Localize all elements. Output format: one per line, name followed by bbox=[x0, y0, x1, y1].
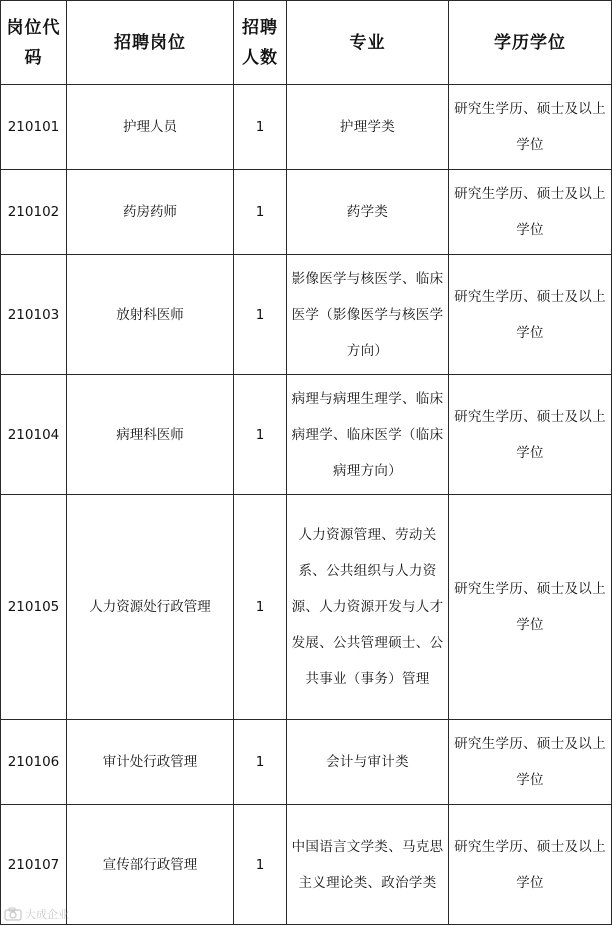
count-cell: 1 bbox=[234, 495, 287, 720]
watermark-text: 大成企业 bbox=[25, 908, 69, 921]
table-row bbox=[1, 495, 612, 720]
header-degree: 学历学位 bbox=[449, 1, 612, 85]
major-cell: 中国语言文学类、马克思主义理论类、政治学类 bbox=[287, 805, 449, 925]
header-row bbox=[1, 1, 612, 85]
code-cell: 210106 bbox=[1, 720, 67, 805]
count-cell: 1 bbox=[234, 375, 287, 495]
degree-cell: 研究生学历、硕士及以上学位 bbox=[449, 85, 612, 170]
degree-cell: 研究生学历、硕士及以上学位 bbox=[449, 495, 612, 720]
count-cell: 1 bbox=[234, 170, 287, 255]
position-cell: 病理科医师 bbox=[67, 375, 234, 495]
degree-cell: 研究生学历、硕士及以上学位 bbox=[449, 375, 612, 495]
degree-cell: 研究生学历、硕士及以上学位 bbox=[449, 720, 612, 805]
table-row bbox=[1, 720, 612, 805]
code-cell: 210103 bbox=[1, 255, 67, 375]
header-major: 专业 bbox=[287, 1, 449, 85]
position-cell: 放射科医师 bbox=[67, 255, 234, 375]
header-count: 招聘人数 bbox=[234, 1, 287, 85]
table-row bbox=[1, 255, 612, 375]
degree-cell: 研究生学历、硕士及以上学位 bbox=[449, 255, 612, 375]
degree-cell: 研究生学历、硕士及以上学位 bbox=[449, 170, 612, 255]
major-cell: 病理与病理生理学、临床病理学、临床医学（临床病理方向） bbox=[287, 375, 449, 495]
major-cell: 影像医学与核医学、临床医学（影像医学与核医学方向） bbox=[287, 255, 449, 375]
watermark bbox=[4, 906, 69, 922]
code-cell: 210107 bbox=[1, 805, 67, 925]
count-cell: 1 bbox=[234, 805, 287, 925]
table-row bbox=[1, 805, 612, 925]
major-cell: 护理学类 bbox=[287, 85, 449, 170]
position-cell: 人力资源处行政管理 bbox=[67, 495, 234, 720]
code-cell: 210105 bbox=[1, 495, 67, 720]
position-cell: 宣传部行政管理 bbox=[67, 805, 234, 925]
count-cell: 1 bbox=[234, 720, 287, 805]
position-cell: 护理人员 bbox=[67, 85, 234, 170]
code-cell: 210101 bbox=[1, 85, 67, 170]
code-cell: 210104 bbox=[1, 375, 67, 495]
position-cell: 审计处行政管理 bbox=[67, 720, 234, 805]
table-row bbox=[1, 375, 612, 495]
table-row bbox=[1, 85, 612, 170]
position-cell: 药房药师 bbox=[67, 170, 234, 255]
header-code: 岗位代码 bbox=[1, 1, 67, 85]
degree-cell: 研究生学历、硕士及以上学位 bbox=[449, 805, 612, 925]
major-cell: 药学类 bbox=[287, 170, 449, 255]
camera-logo-icon bbox=[4, 907, 22, 921]
major-cell: 会计与审计类 bbox=[287, 720, 449, 805]
header-position: 招聘岗位 bbox=[67, 1, 234, 85]
code-cell: 210102 bbox=[1, 170, 67, 255]
count-cell: 1 bbox=[234, 255, 287, 375]
table-row bbox=[1, 170, 612, 255]
count-cell: 1 bbox=[234, 85, 287, 170]
major-cell: 人力资源管理、劳动关系、公共组织与人力资源、人力资源开发与人才发展、公共管理硕士、公共事业（事务）管理 bbox=[287, 495, 449, 720]
